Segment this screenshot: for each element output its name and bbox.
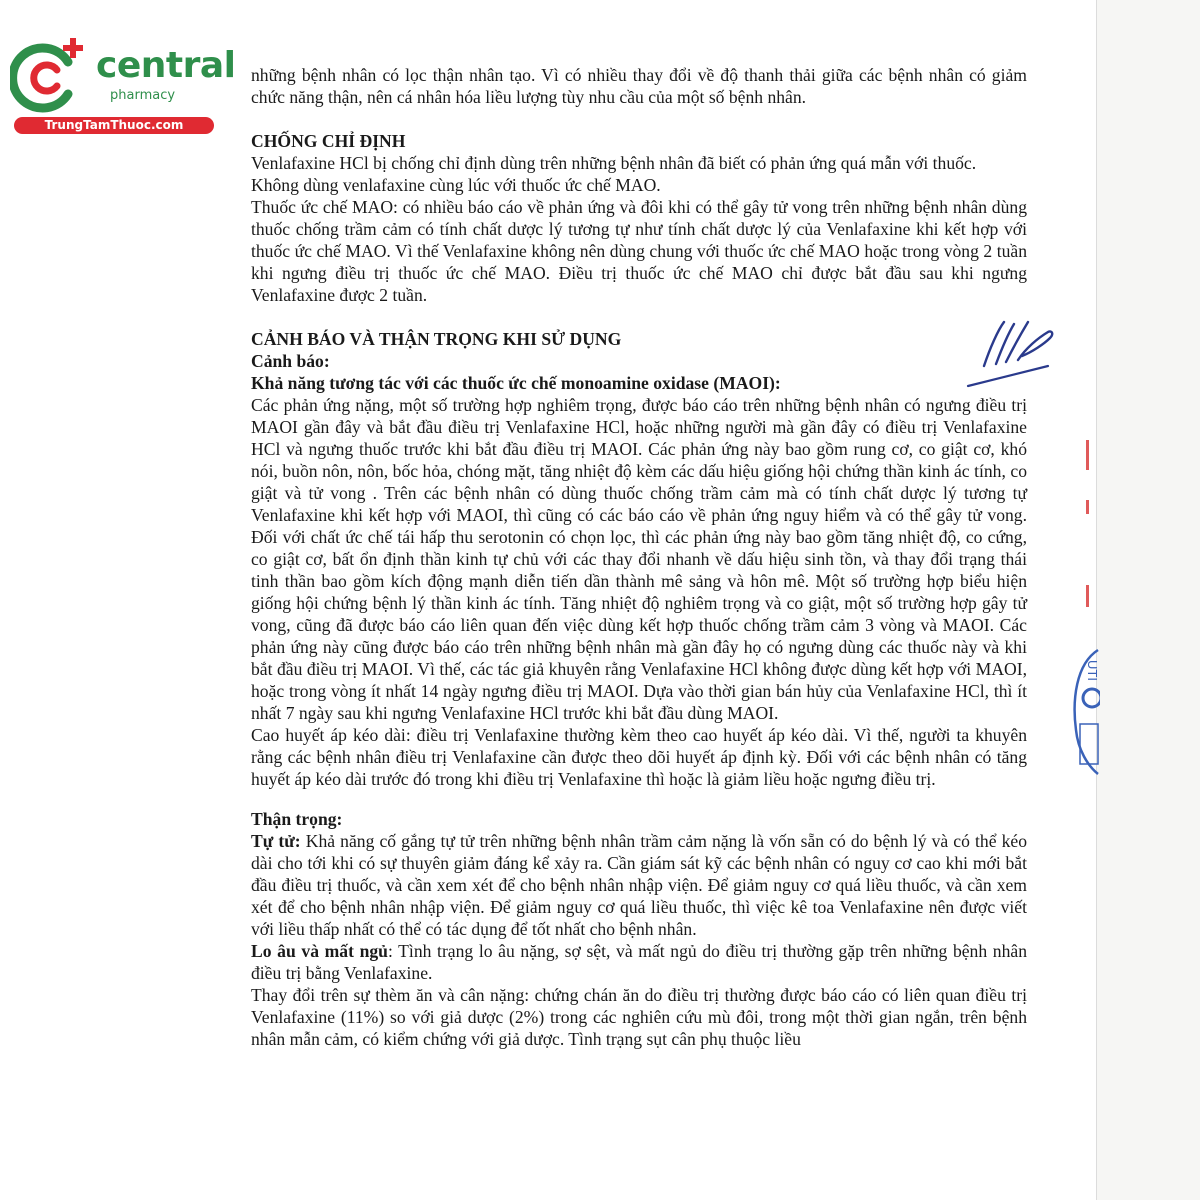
suicide-text: Khả năng cố gắng tự tử trên những bệnh nhân trầm cảm nặng là vốn sẵn có do bệnh lý và có thể kéo dài cho tới khi có sự thuyên giảm đáng kể xảy ra. Cần giám sát kỹ các bệnh nhân có nguy cơ cao khi mới bắt đầu điều trị thuốc, và cần xem xét để cho bệnh nhân nhập viện. Để giảm nguy cơ quá liều thuốc, và cần xem xét để cho bệnh nhân nhập viện. Để giảm nguy cơ quá liều thuốc, thì việc kê toa Venlafaxine nên được viết với liều thấp nhất có thể có tác dụng để tốt nhất cho bệnh nhân. bbox=[251, 831, 1027, 939]
contraindications-heading: CHỐNG CHỈ ĐỊNH bbox=[251, 131, 406, 151]
weight-paragraph: Thay đổi trên sự thèm ăn và cân nặng: chứng chán ăn do điều trị thường được báo cáo có liên quan điều trị Venlafaxine (11%) so với giả dược (2%) trong các nghiên cứu mù đôi, trong một thời gian ngắn, trên bệnh nhân mẫn cảm, có kiểm chứng với giả dược. Tình trạng sụt cân phụ thuộc liều bbox=[251, 985, 1027, 1049]
maoi-heading: Khả năng tương tác với các thuốc ức chế monoamine oxidase (MAOI): bbox=[251, 373, 781, 393]
red-mark bbox=[1086, 500, 1089, 514]
brand-name: central bbox=[96, 45, 236, 86]
red-mark bbox=[1086, 440, 1089, 470]
brand-logo[interactable] bbox=[10, 36, 236, 140]
maoi-paragraph: Các phản ứng nặng, một số trường hợp nghiêm trọng, được báo cáo trên những bệnh nhân có ngưng điều trị MAOI gần đây và bắt đầu điều trị Venlafaxine HCl, hoặc những người mà gần đây có điều trị Venlafaxine HCl và ngưng thuốc trước khi bắt đầu điều trị MAOI. Các phản ứng này bao gồm rung cơ, co giật cơ, khó nói, buồn nôn, nôn, bốc hỏa, chóng mặt, tăng nhiệt độ kèm các dấu hiệu giống hội chứng thần kinh ác tính, co giật và tử vong . Trên các bệnh nhân có dùng thuốc chống trầm cảm mà có tính chất dược lý tương tự Venlafaxine khi kết hợp với MAOI, thì cũng có các báo cáo về phản ứng nguy hiểm và có thể gây tử vong. Đối với chất ức chế tái hấp thu serotonin có chọn lọc, thì các phản ứng này bao gồm tăng nhiệt độ, co cứng, co giật cơ, bất ổn định thần kinh tự chủ với các thay đổi nhanh về dấu hiệu sinh tồn, và thay đổi trạng thái tinh thần bao gồm kích động mạnh diễn tiến dần thành mê sảng và hôn mê. Một số trường hợp biểu hiện giống hội chứng bệnh lý thần kinh ác tính. Tăng nhiệt độ nghiêm trọng và co giật, một số trường hợp gây tử vong, cũng đã được báo cáo liên quan đến việc dùng kết hợp thuốc chống trầm cảm 3 vòng và MAOI. Các phản ứng này cũng được báo cáo trên những bệnh nhân mà gần đây họ có ngưng dùng các thuốc này và khi bắt đầu điều trị MAOI. Vì thế, các tác giả khuyên rằng Venlafaxine HCl không được dùng kết hợp với MAOI, hoặc trong vòng ít nhất 14 ngày ngưng điều trị MAOI. Dựa vào thời gian bán hủy của Venlafaxine HCl, thì ít nhất 7 ngày sau khi ngưng Venlafaxine HCl trước khi bắt đầu dùng MAOI. bbox=[251, 395, 1027, 723]
page-edge bbox=[1096, 0, 1200, 1200]
warnings-heading: CẢNH BÁO VÀ THẬN TRỌNG KHI SỬ DỤNG bbox=[251, 329, 622, 349]
stamp-text: UTI bbox=[1085, 660, 1100, 681]
hypertension-paragraph: Cao huyết áp kéo dài: điều trị Venlafaxine thường kèm theo cao huyết áp kéo dài. Vì thế, người ta khuyên rằng các bệnh nhân điều trị Venlafaxine cần được theo dõi huyết áp định kỳ. Đối với các bệnh nhân có tăng huyết áp kéo dài trước đó trong khi điều trị Venlafaxine thì hoặc là giảm liều hoặc ngưng điều trị. bbox=[251, 725, 1027, 789]
red-mark bbox=[1086, 585, 1089, 607]
anxiety-paragraph bbox=[251, 940, 1027, 984]
suicide-label: Tự tử: bbox=[251, 831, 301, 851]
suicide-paragraph bbox=[251, 830, 1027, 940]
central-pharmacy-icon bbox=[10, 36, 92, 116]
brand-banner[interactable]: TrungTamThuoc.com bbox=[14, 117, 214, 134]
contraindications-paragraph: Không dùng venlafaxine cùng lúc với thuốc ức chế MAO. bbox=[251, 175, 661, 195]
precautions-heading: Thận trọng: bbox=[251, 809, 343, 829]
brand-subtitle: pharmacy bbox=[110, 88, 176, 103]
warnings-subheading: Cảnh báo: bbox=[251, 351, 330, 371]
stamp-fragment-icon bbox=[1062, 640, 1100, 780]
document-body bbox=[251, 64, 1027, 1050]
anxiety-label: Lo âu và mất ngủ bbox=[251, 941, 388, 961]
signature-icon bbox=[962, 308, 1062, 398]
contraindications-paragraph: Thuốc ức chế MAO: có nhiều báo cáo về phản ứng và đôi khi có thể gây tử vong trên những bệnh nhân dùng thuốc chống trầm cảm có tính chất dược lý tương tự như tính chất dược lý của Venlafaxine khi kết hợp với thuốc ức chế MAO. Vì thế Venlafaxine không nên dùng chung với thuốc ức chế MAO hoặc trong vòng 2 tuần khi ngưng điều trị thuốc ức chế MAO. Điều trị thuốc ức chế MAO chỉ được bắt đầu sau khi ngưng Venlafaxine được 2 tuần. bbox=[251, 197, 1027, 305]
intro-paragraph: những bệnh nhân có lọc thận nhân tạo. Vì có nhiều thay đổi về độ thanh thải giữa các bệnh nhân có giảm chức năng thận, nên cá nhân hóa liều lượng tùy nhu cầu của một số bệnh nhân. bbox=[251, 65, 1027, 107]
contraindications-paragraph: Venlafaxine HCl bị chống chỉ định dùng trên những bệnh nhân đã biết có phản ứng quá mẫn với thuốc. bbox=[251, 153, 977, 173]
anxiety-text: : Tình trạng lo âu nặng, sợ sệt, và mất ngủ do điều trị thường gặp trên những bệnh nhân điều trị bằng Venlafaxine. bbox=[251, 941, 1027, 983]
